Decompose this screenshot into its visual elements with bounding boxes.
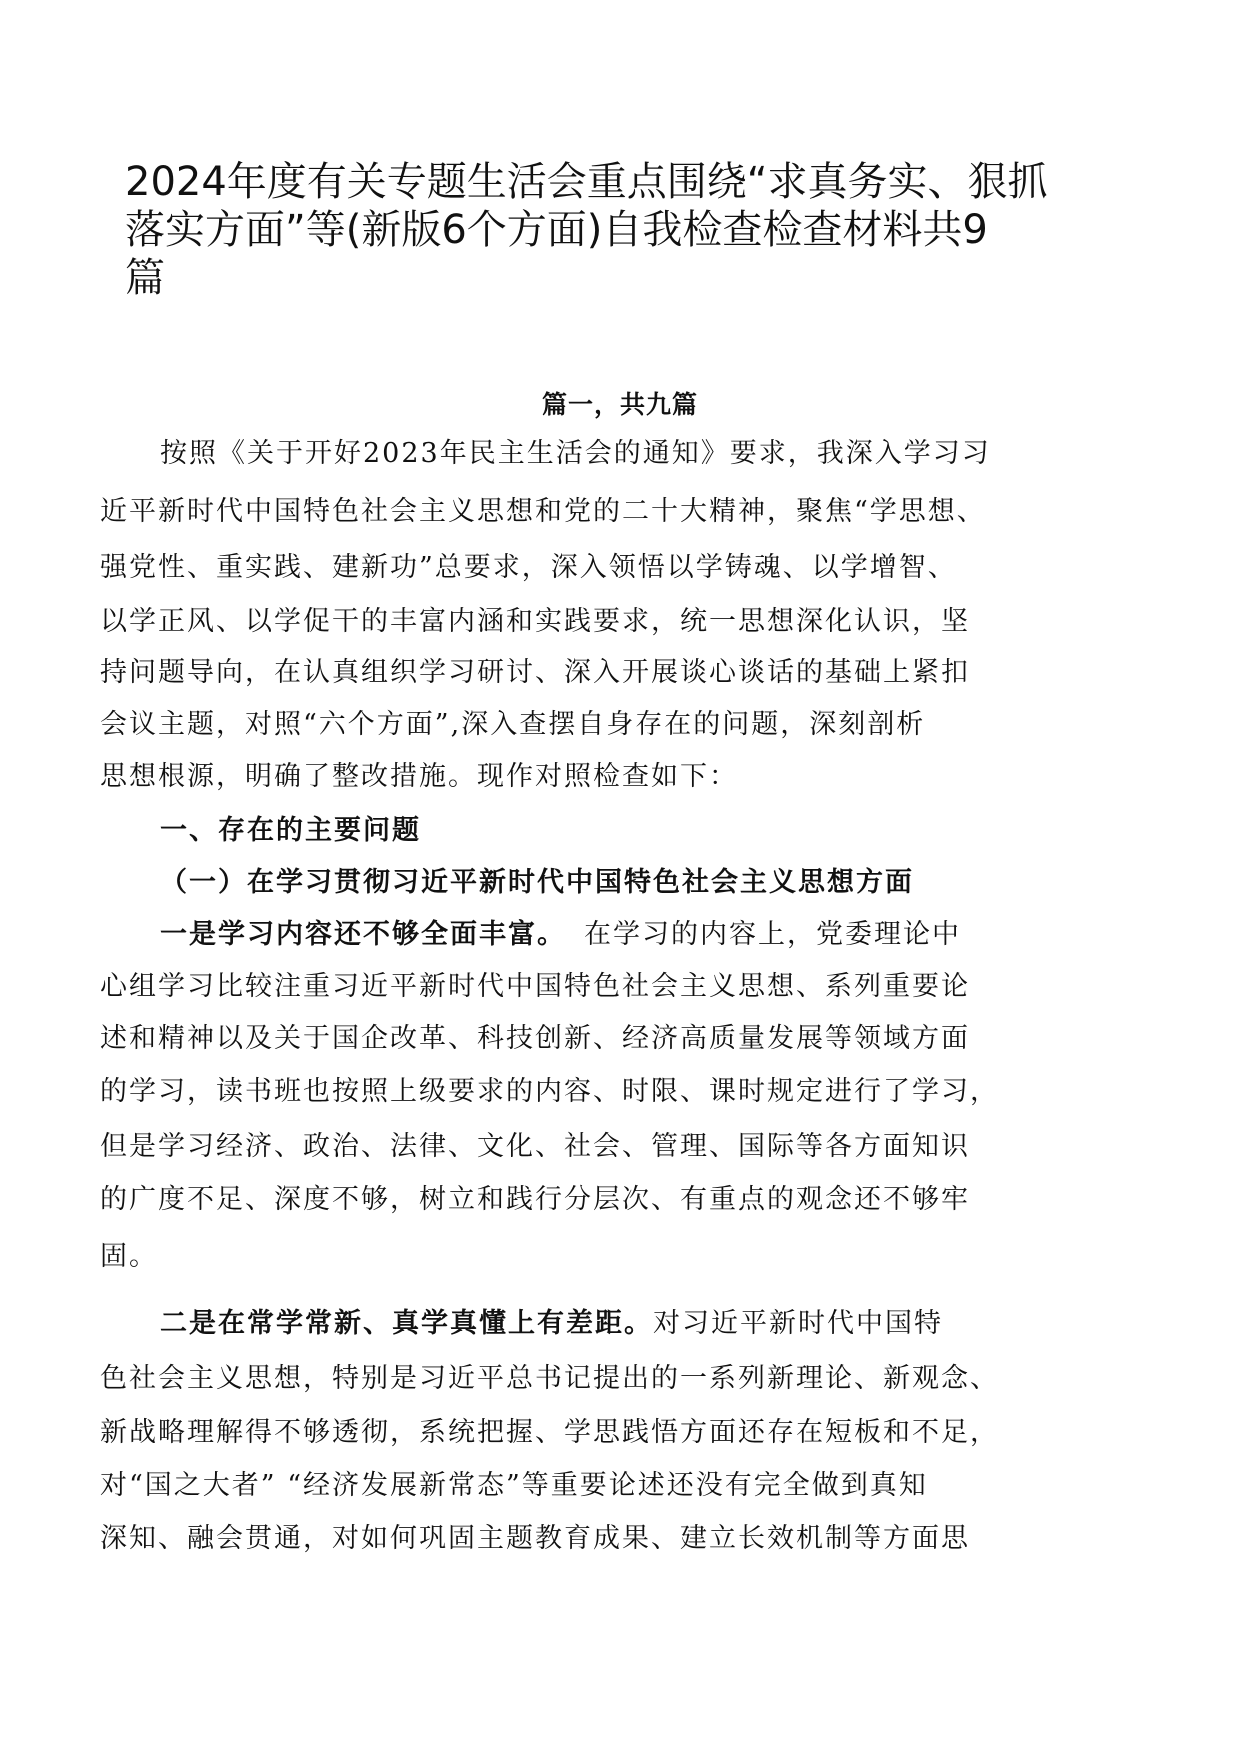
point-2-line: 新战略理解得不够透彻，系统把握、学思践悟方面还存在短板和不足， xyxy=(100,1417,999,1448)
point-2-line: 深知、融会贯通，对如何巩固主题教育成果、建立长效机制等方面思 xyxy=(100,1523,970,1554)
point-1-line: 的学习，读书班也按照上级要求的内容、时限、课时规定进行了学习， xyxy=(100,1076,999,1107)
point-1-line: 的广度不足、深度不够，树立和践行分层次、有重点的观念还不够牢 xyxy=(100,1184,970,1215)
document-title xyxy=(125,158,1125,302)
point-1-line: 心组学习比较注重习近平新时代中国特色社会主义思想、系列重要论 xyxy=(100,971,970,1002)
intro-line: 近平新时代中国特色社会主义思想和党的二十大精神，聚焦“学思想、 xyxy=(100,496,986,527)
intro-line: 强党性、重实践、建新功”总要求，深入领悟以学铸魂、以学增智、 xyxy=(100,552,957,583)
point-1-line: 述和精神以及关于国企改革、科技创新、经济高质量发展等领域方面 xyxy=(100,1023,970,1054)
point-1-first-line xyxy=(160,918,961,952)
point-2-line: 色社会主义思想，特别是习近平总书记提出的一系列新理论、新观念、 xyxy=(100,1363,999,1394)
intro-line: 会议主题，对照“六个方面”,深入查摆自身存在的问题，深刻剖析 xyxy=(100,709,926,740)
point-1-line: 但是学习经济、政治、法律、文化、社会、管理、国际等各方面知识 xyxy=(100,1131,970,1162)
intro-line: 思想根源，明确了整改措施。现作对照检查如下： xyxy=(100,761,738,792)
point-1-text: 在学习的内容上，党委理论中 xyxy=(584,919,961,950)
point-1-line: 固。 xyxy=(100,1241,158,1272)
subsection-heading: （一）在学习贯彻习近平新时代中国特色社会主义思想方面 xyxy=(160,867,914,898)
title-line: 落实方面”等(新版6个方面)自我检查检查材料共9 xyxy=(125,207,988,253)
point-1-lead: 一是学习内容还不够全面丰富。 xyxy=(160,919,566,950)
intro-line: 持问题导向，在认真组织学习研讨、深入开展谈心谈话的基础上紧扣 xyxy=(100,657,970,688)
point-2-lead: 二是在常学常新、真学真懂上有差距。 xyxy=(160,1308,653,1339)
title-line: 2024年度有关专题生活会重点围绕“求真务实、狠抓 xyxy=(125,159,1048,205)
point-2-text: 对习近平新时代中国特 xyxy=(653,1308,943,1339)
intro-line: 按照《关于开好2023年民主生活会的通知》要求，我深入学习习 xyxy=(160,438,991,469)
point-2-line: 对“国之大者” “经济发展新常态”等重要论述还没有完全做到真知 xyxy=(100,1470,928,1501)
section-heading: 一、存在的主要问题 xyxy=(160,815,421,846)
document-subtitle: 篇一，共九篇 xyxy=(541,390,698,419)
title-line: 篇 xyxy=(125,255,165,301)
point-2-first-line xyxy=(160,1307,943,1341)
intro-line: 以学正风、以学促干的丰富内涵和实践要求，统一思想深化认识，坚 xyxy=(100,606,970,637)
